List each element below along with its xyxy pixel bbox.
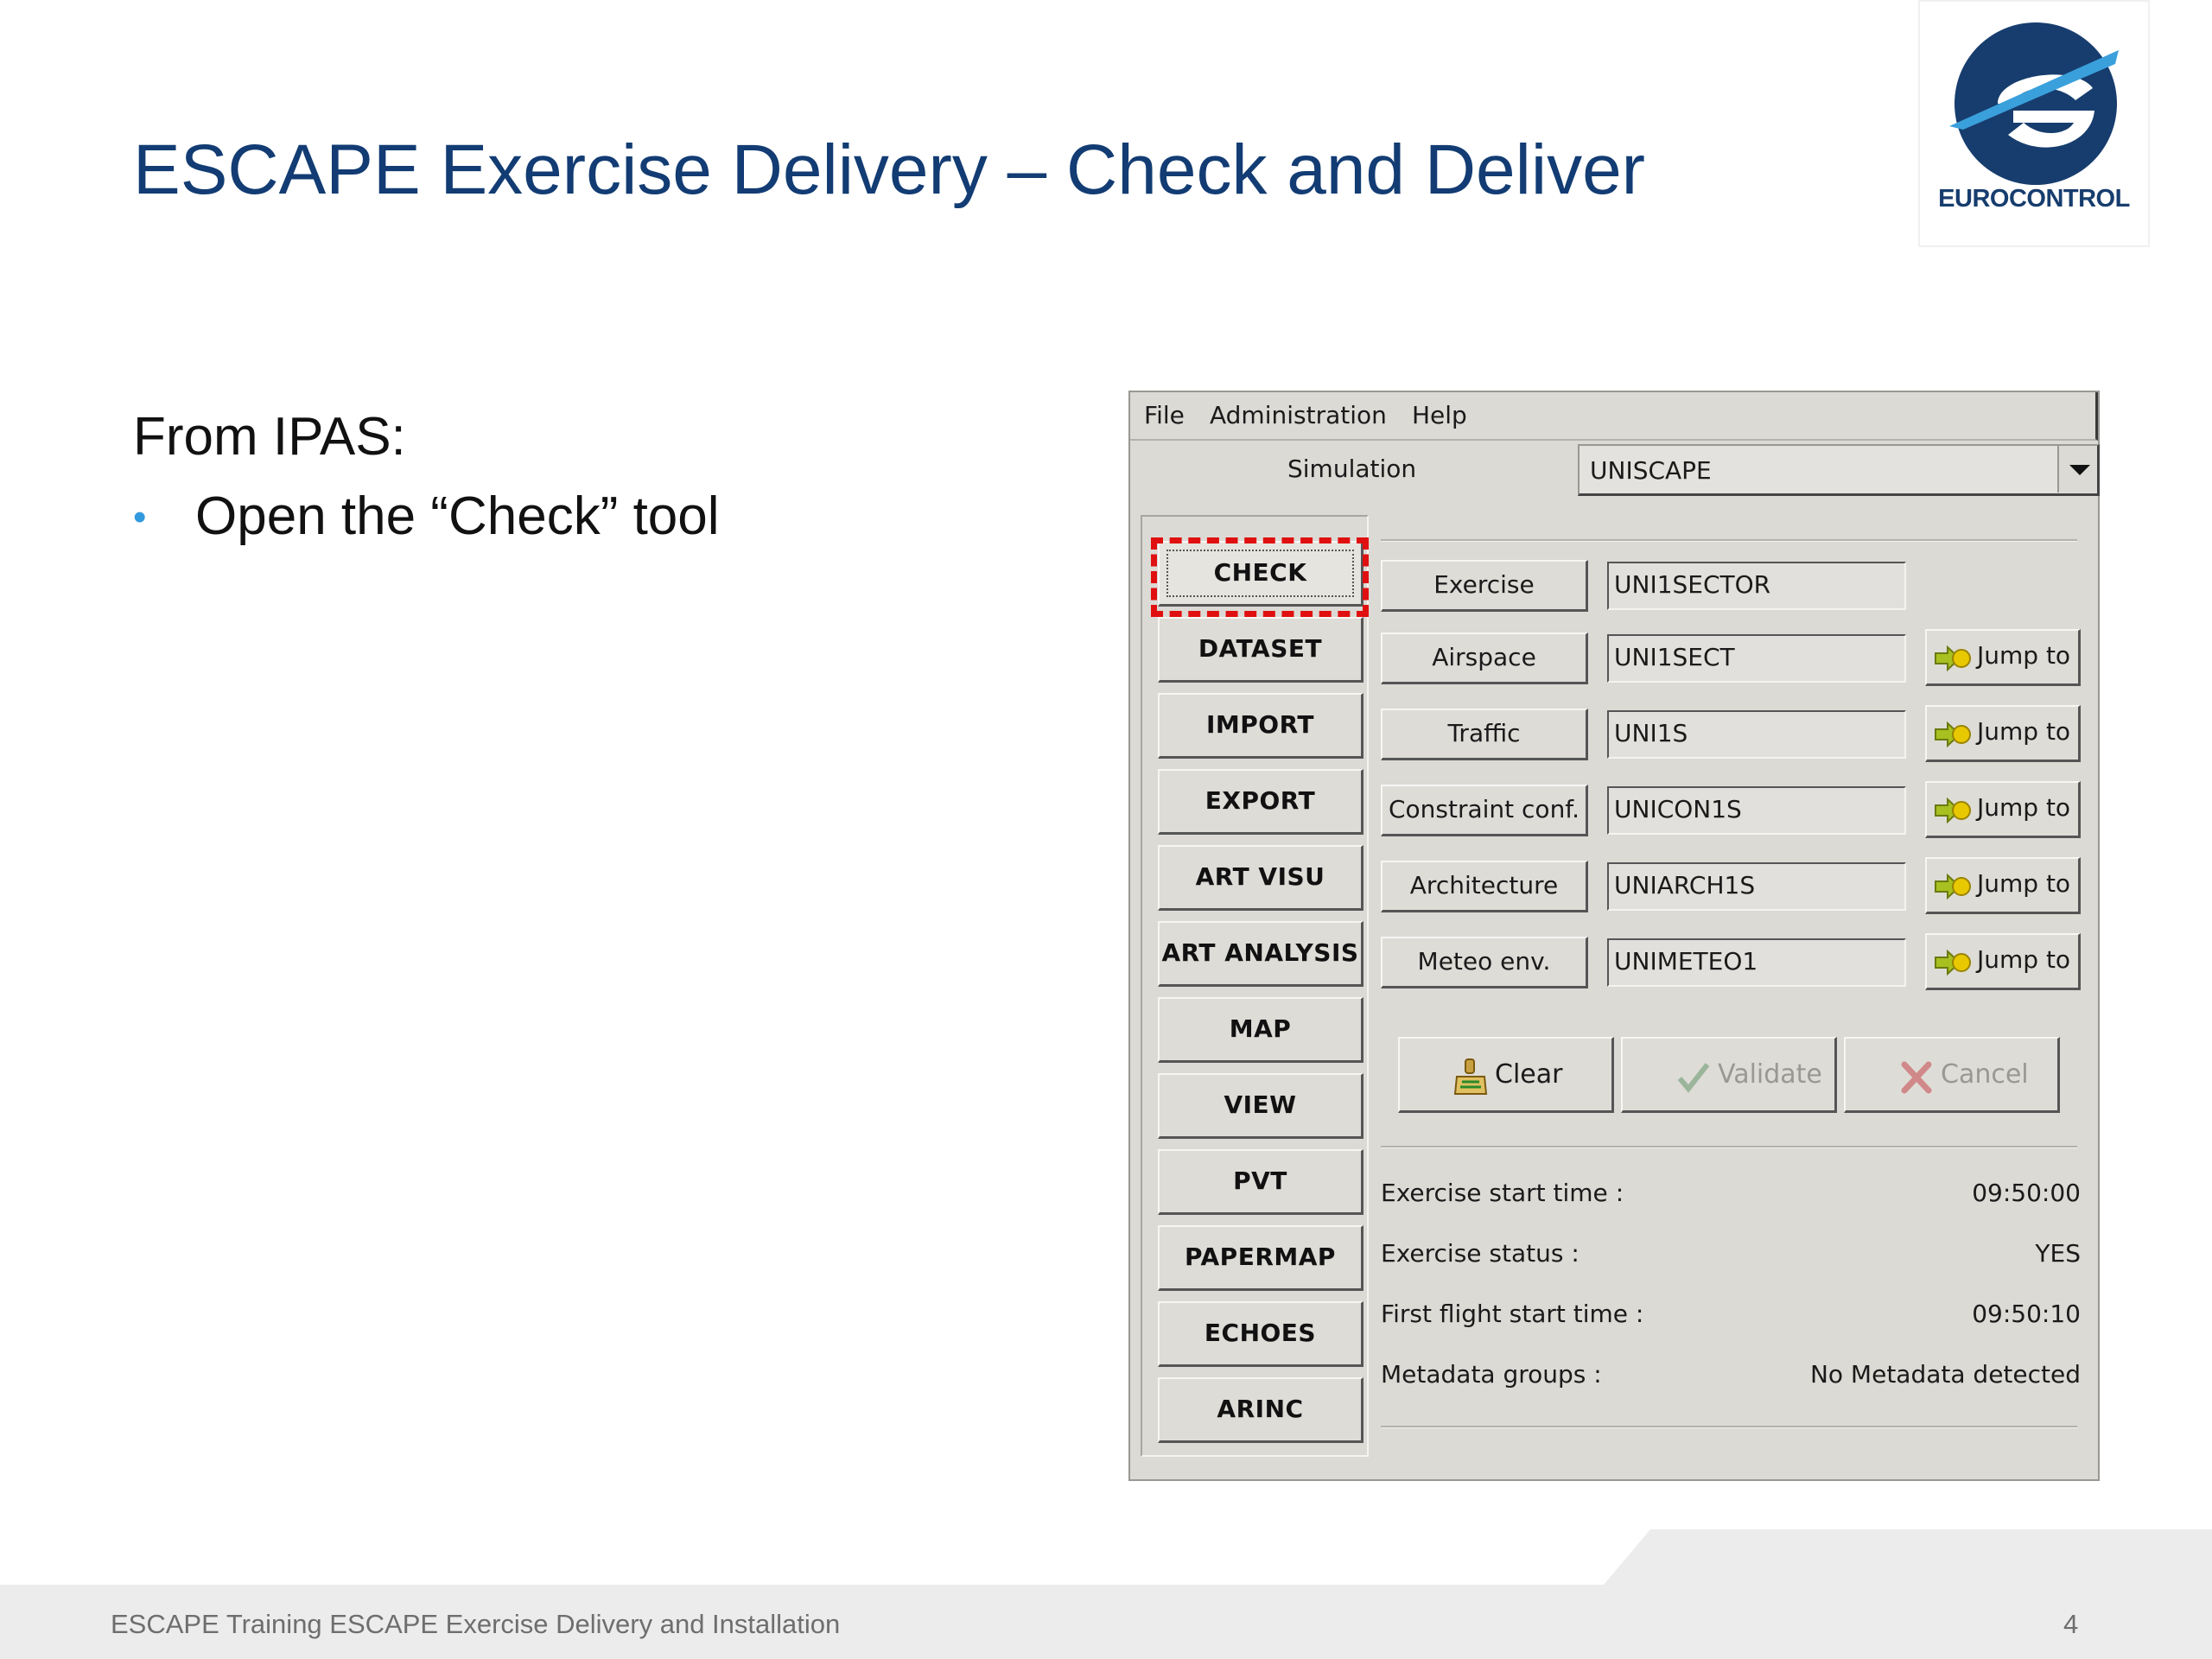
menu-bar bbox=[1130, 392, 2098, 441]
jump-arrow-icon bbox=[1934, 873, 1972, 900]
slide-title: ESCAPE Exercise Delivery – Check and Deliver bbox=[133, 130, 1645, 209]
simulation-value: UNISCAPE bbox=[1590, 456, 1712, 485]
eurocontrol-emblem-icon bbox=[1946, 21, 2126, 185]
separator bbox=[1381, 539, 2077, 542]
eurocontrol-logo bbox=[1918, 0, 2150, 247]
jump-arrow-icon bbox=[1934, 797, 1972, 824]
metadata-groups-value: No Metadata detected bbox=[1809, 1360, 2081, 1389]
simulation-select[interactable] bbox=[1578, 444, 2100, 496]
traffic-jump-button[interactable] bbox=[1925, 705, 2081, 762]
chevron-down-icon[interactable] bbox=[2057, 446, 2097, 493]
menu-administration[interactable]: Administration bbox=[1210, 401, 1387, 429]
logo-text: EUROCONTROL bbox=[1938, 185, 2130, 213]
constraint-conf-jump-button[interactable] bbox=[1925, 781, 2081, 838]
airspace-button[interactable]: Airspace bbox=[1381, 632, 1588, 684]
menu-file[interactable]: File bbox=[1144, 401, 1185, 429]
first-flight-start-time-value: 09:50:10 bbox=[1972, 1300, 2081, 1328]
jump-label: Jump to bbox=[1977, 945, 2071, 974]
echoes-button[interactable]: ECHOES bbox=[1158, 1301, 1363, 1367]
bullet-text: Open the “Check” tool bbox=[195, 486, 720, 546]
meteo-env-button[interactable]: Meteo env. bbox=[1381, 937, 1588, 988]
arinc-button[interactable]: ARINC bbox=[1158, 1377, 1363, 1443]
jump-label: Jump to bbox=[1977, 869, 2071, 898]
export-button[interactable]: EXPORT bbox=[1158, 769, 1363, 835]
jump-arrow-icon bbox=[1934, 721, 1972, 748]
menu-help[interactable]: Help bbox=[1412, 401, 1467, 429]
exercise-status-value: YES bbox=[2035, 1239, 2081, 1268]
art-visu-button[interactable]: ART VISU bbox=[1158, 845, 1363, 911]
body-heading: From IPAS: bbox=[133, 407, 406, 467]
jump-label: Jump to bbox=[1977, 793, 2071, 822]
jump-label: Jump to bbox=[1977, 717, 2071, 746]
jump-arrow-icon bbox=[1934, 949, 1972, 976]
footer-text: ESCAPE Training ESCAPE Exercise Delivery and Installation bbox=[111, 1609, 841, 1639]
metadata-groups-label: Metadata groups : bbox=[1381, 1360, 1602, 1389]
exercise-start-time-label: Exercise start time : bbox=[1381, 1179, 1624, 1207]
page-number: 4 bbox=[2063, 1609, 2079, 1639]
traffic-button[interactable]: Traffic bbox=[1381, 709, 1588, 760]
exercise-status-label: Exercise status : bbox=[1381, 1239, 1580, 1268]
tool-button-panel bbox=[1141, 515, 1369, 1457]
architecture-button[interactable]: Architecture bbox=[1381, 861, 1588, 912]
x-icon bbox=[1899, 1058, 1934, 1096]
jump-label: Jump to bbox=[1977, 641, 2071, 670]
separator bbox=[1381, 1146, 2077, 1148]
constraint-conf-button[interactable]: Constraint conf. bbox=[1381, 785, 1588, 836]
airspace-jump-button[interactable] bbox=[1925, 629, 2081, 686]
cancel-label: Cancel bbox=[1941, 1059, 2029, 1090]
architecture-jump-button[interactable] bbox=[1925, 857, 2081, 914]
airspace-field[interactable]: UNI1SECT bbox=[1607, 634, 1906, 683]
first-flight-start-time-label: First flight start time : bbox=[1381, 1300, 1644, 1328]
meteo-env-field[interactable]: UNIMETEO1 bbox=[1607, 938, 1906, 987]
traffic-field[interactable]: UNI1S bbox=[1607, 710, 1906, 759]
exercise-field[interactable]: UNI1SECTOR bbox=[1607, 562, 1906, 610]
constraint-conf-field[interactable]: UNICON1S bbox=[1607, 786, 1906, 835]
clear-label: Clear bbox=[1495, 1059, 1563, 1090]
ipas-window bbox=[1128, 391, 2100, 1481]
meteo-env-jump-button[interactable] bbox=[1925, 933, 2081, 990]
import-button[interactable]: IMPORT bbox=[1158, 693, 1363, 759]
map-button[interactable]: MAP bbox=[1158, 997, 1363, 1063]
validate-label: Validate bbox=[1718, 1059, 1822, 1090]
papermap-button[interactable]: PAPERMAP bbox=[1158, 1225, 1363, 1291]
simulation-label: Simulation bbox=[1287, 454, 1417, 483]
bullet-dot-icon: • bbox=[133, 496, 147, 538]
dataset-button[interactable]: DATASET bbox=[1158, 617, 1363, 683]
exercise-start-time-value: 09:50:00 bbox=[1972, 1179, 2081, 1207]
jump-arrow-icon bbox=[1934, 645, 1972, 672]
view-button[interactable]: VIEW bbox=[1158, 1073, 1363, 1139]
architecture-field[interactable]: UNIARCH1S bbox=[1607, 862, 1906, 911]
validate-button[interactable] bbox=[1621, 1037, 1837, 1113]
pvt-button[interactable]: PVT bbox=[1158, 1149, 1363, 1215]
art-analysis-button[interactable]: ART ANALYSIS bbox=[1158, 921, 1363, 987]
checkmark-icon bbox=[1676, 1058, 1711, 1096]
cancel-button[interactable] bbox=[1844, 1037, 2060, 1113]
broom-icon bbox=[1453, 1058, 1488, 1096]
exercise-button[interactable]: Exercise bbox=[1381, 560, 1588, 612]
check-button[interactable]: CHECK bbox=[1158, 541, 1363, 607]
separator bbox=[1381, 1426, 2077, 1428]
clear-button[interactable] bbox=[1398, 1037, 1614, 1113]
